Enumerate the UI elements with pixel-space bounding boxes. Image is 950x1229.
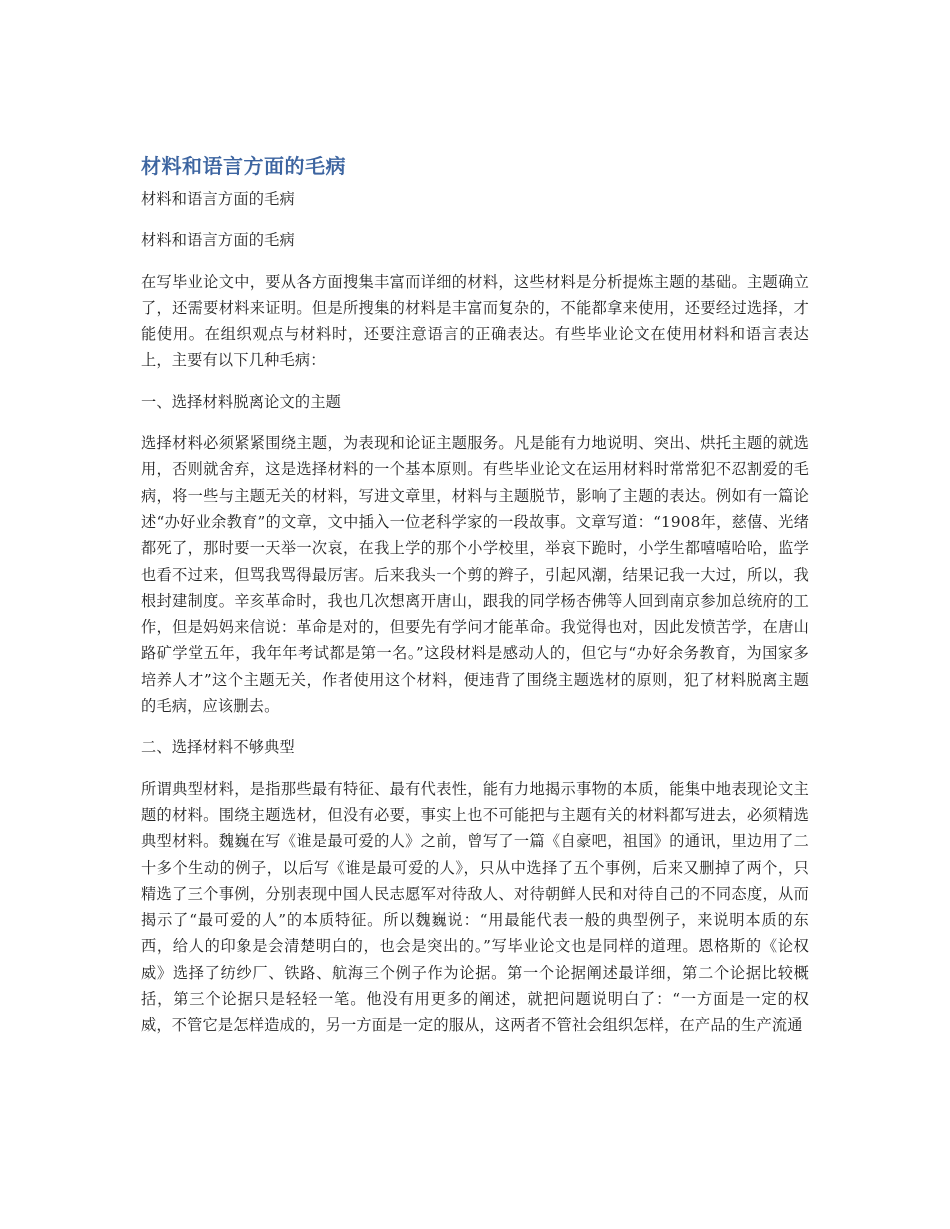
section-body-2: 所谓典型材料，是指那些最有特征、最有代表性，能有力地揭示事物的本质，能集中地表现论文主题的材料。围绕主题选材，但没有必要，事实上也不可能把与主题有关的材料都写进去，必须精选典型材料。魏巍在写《谁是最可爱的人》之前，曾写了一篇《自豪吧，祖国》的通讯，里边用了二十多个生动的例子，以后写《谁是最可爱的人》，只从中选择了五个事例，后来又删掉了两个，只精选了三个事例，分别表现中国人民志愿军对待敌人、对待朝鲜人民和对待自己的不同态度，从而揭示了“最可爱的人”的本质特征。所以魏巍说：“用最能代表一般的典型例子，来说明本质的东西，给人的印象是会清楚明白的，也会是突出的。”写毕业论文也是同样的道理。恩格斯的《论权威》选择了纺纱厂、铁路、航海三个例子作为论据。第一个论据阐述最详细，第二个论据比较概括，第三个论据只是轻轻一笔。他没有用更多的阐述，就把问题说明白了：“一方面是一定的权威，不管它是怎样造成的，另一方面是一定的服从，这两者不管社会组织怎样，在产品的生产流通 [141,779,809,1035]
section-heading-1: 一、选择材料脱离论文的主题 [141,392,342,411]
section-heading-2: 二、选择材料不够典型 [141,738,295,757]
document-page [141,152,809,1054]
document-subtitle-repeat: 材料和语言方面的毛病 [141,231,295,250]
document-title: 材料和语言方面的毛病 [141,154,346,178]
document-subtitle: 材料和语言方面的毛病 [141,190,295,208]
section-body-1: 选择材料必须紧紧围绕主题，为表现和论证主题服务。凡是能有力地说明、突出、烘托主题的就选用，否则就舍弃，这是选择材料的一个基本原则。有些毕业论文在运用材料时常常犯不忍割爱的毛病，将一些与主题无关的材料，写进文章里，材料与主题脱节，影响了主题的表达。例如有一篇论述“办好业余教育”的文章，文中插入一位老科学家的一段故事。文章写道：“1908年，慈僖、光绪都死了，那时要一天举一次哀，在我上学的那个小学校里，举哀下跪时，小学生都嘻嘻哈哈，监学也看不过来，但骂我骂得最厉害。后来我头一个剪的辫子，引起风潮，结果记我一大过，所以，我根封建制度。辛亥革命时，我也几次想离开唐山，跟我的同学杨杏佛等人回到南京参加总统府的工作，但是妈妈来信说：革命是对的，但要先有学问才能革命。我觉得也对，因此发愤苦学，在唐山路矿学堂五年，我年年考试都是第一名。”这段材料是感动人的，但它与“办好余务教育，为国家多培养人才”这个主题无关，作者使用这个材料，便违背了围绕主题选材的原则，犯了材料脱离主题的毛病，应该删去。 [141,434,809,716]
intro-paragraph: 在写毕业论文中，要从各方面搜集丰富而详细的材料，这些材料是分析提炼主题的基础。主题确立了，还需要材料来证明。但是所搜集的材料是丰富而复杂的，不能都拿来使用，还要经过选择，才能使用。在组织观点与材料时，还要注意语言的正确表达。有些毕业论文在使用材料和语言表达上，主要有以下几种毛病： [141,272,809,370]
